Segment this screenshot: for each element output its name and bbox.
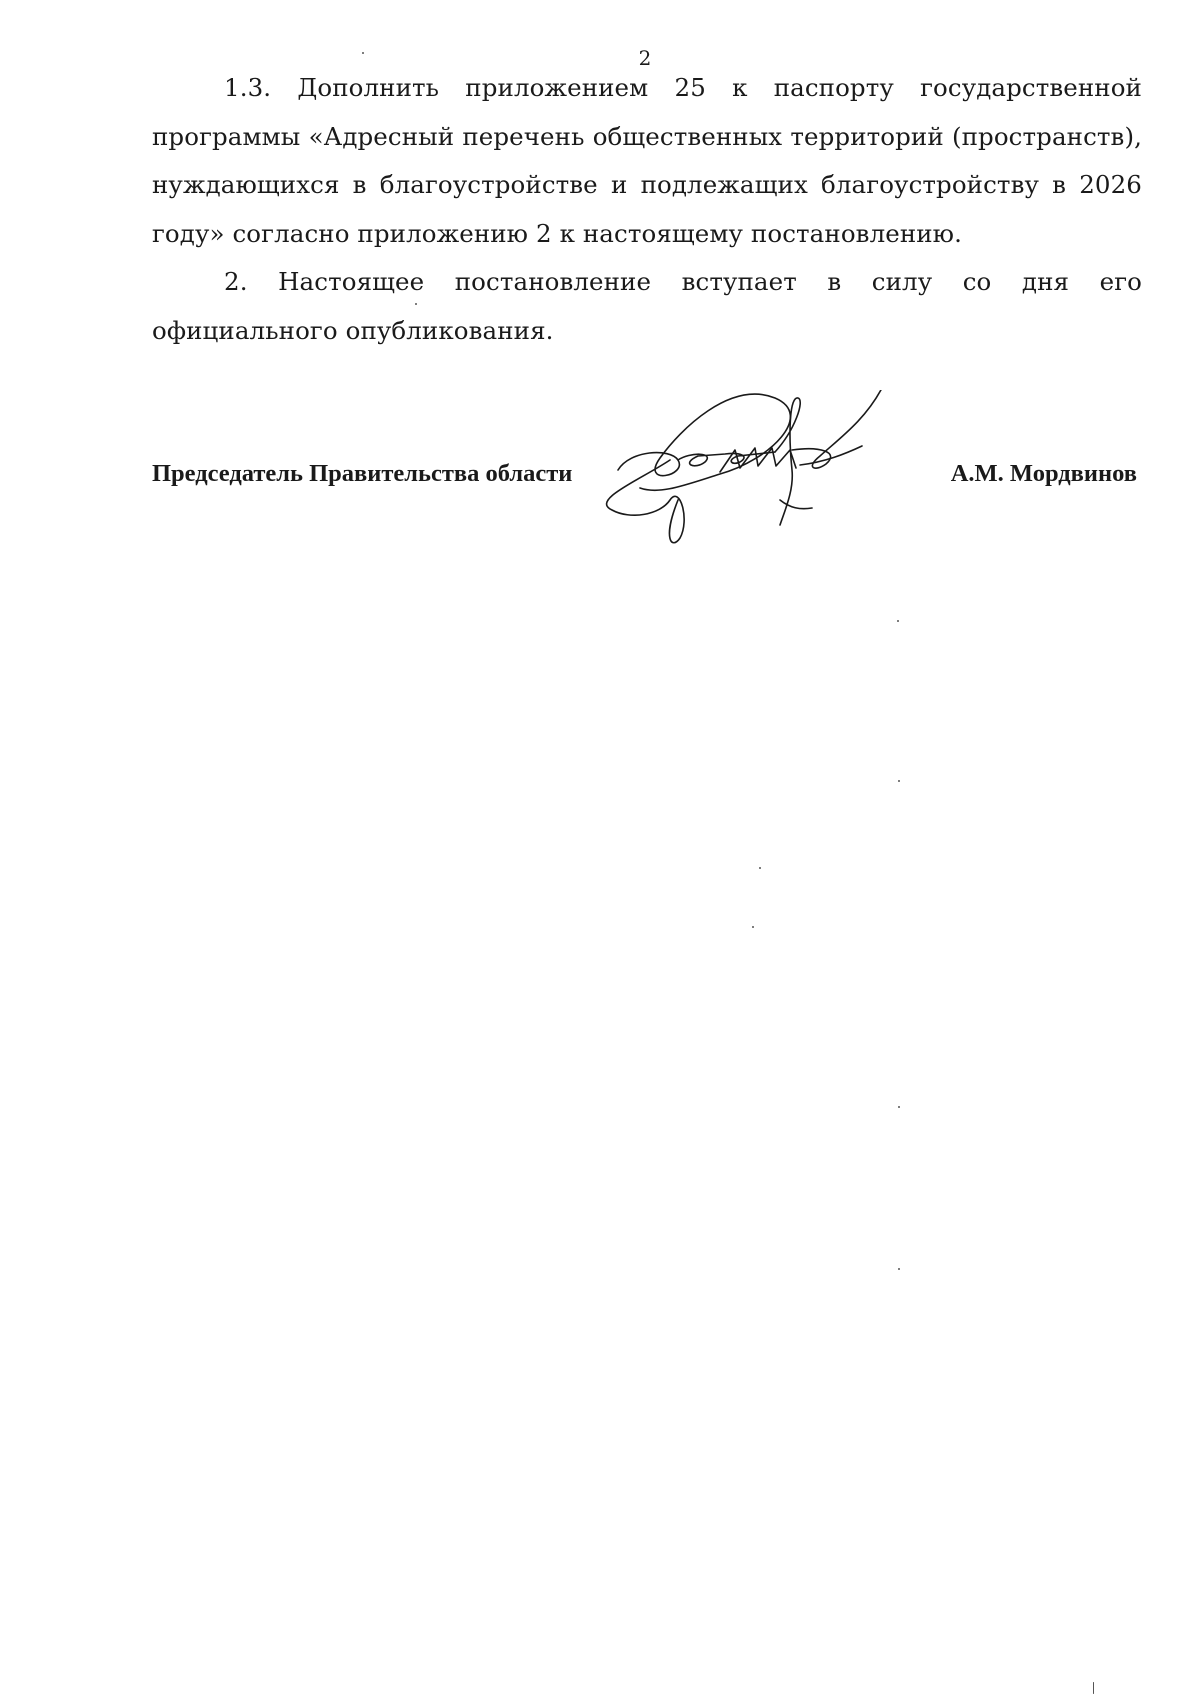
signatory-name: А.М. Мордвинов — [950, 460, 1137, 487]
signatory-position: Председатель Правительства области — [152, 460, 573, 487]
scan-speck — [897, 620, 899, 622]
document-body — [152, 64, 1142, 355]
scan-speck — [898, 1106, 900, 1108]
paragraph-1-3: 1.3. Дополнить приложением 25 к паспорту государственной программы «Адресный перечень общественных территорий (пространств), нуждающихся в благоустройстве и подлежащих благоустройству в 2026 году» согласно приложению 2 к настоящему постановлению. — [152, 73, 1142, 248]
scan-speck — [415, 303, 417, 305]
page-number: 2 — [638, 46, 652, 70]
scan-speck — [759, 867, 761, 869]
paragraph-2: 2. Настоящее постановление вступает в силу со дня его официального опубликования. — [152, 267, 1142, 345]
scan-speck — [362, 52, 364, 54]
scan-speck — [1093, 1682, 1094, 1694]
handwritten-signature-icon — [600, 390, 960, 590]
scan-speck — [752, 926, 754, 928]
scan-speck — [898, 1268, 900, 1270]
scan-speck — [898, 780, 900, 782]
